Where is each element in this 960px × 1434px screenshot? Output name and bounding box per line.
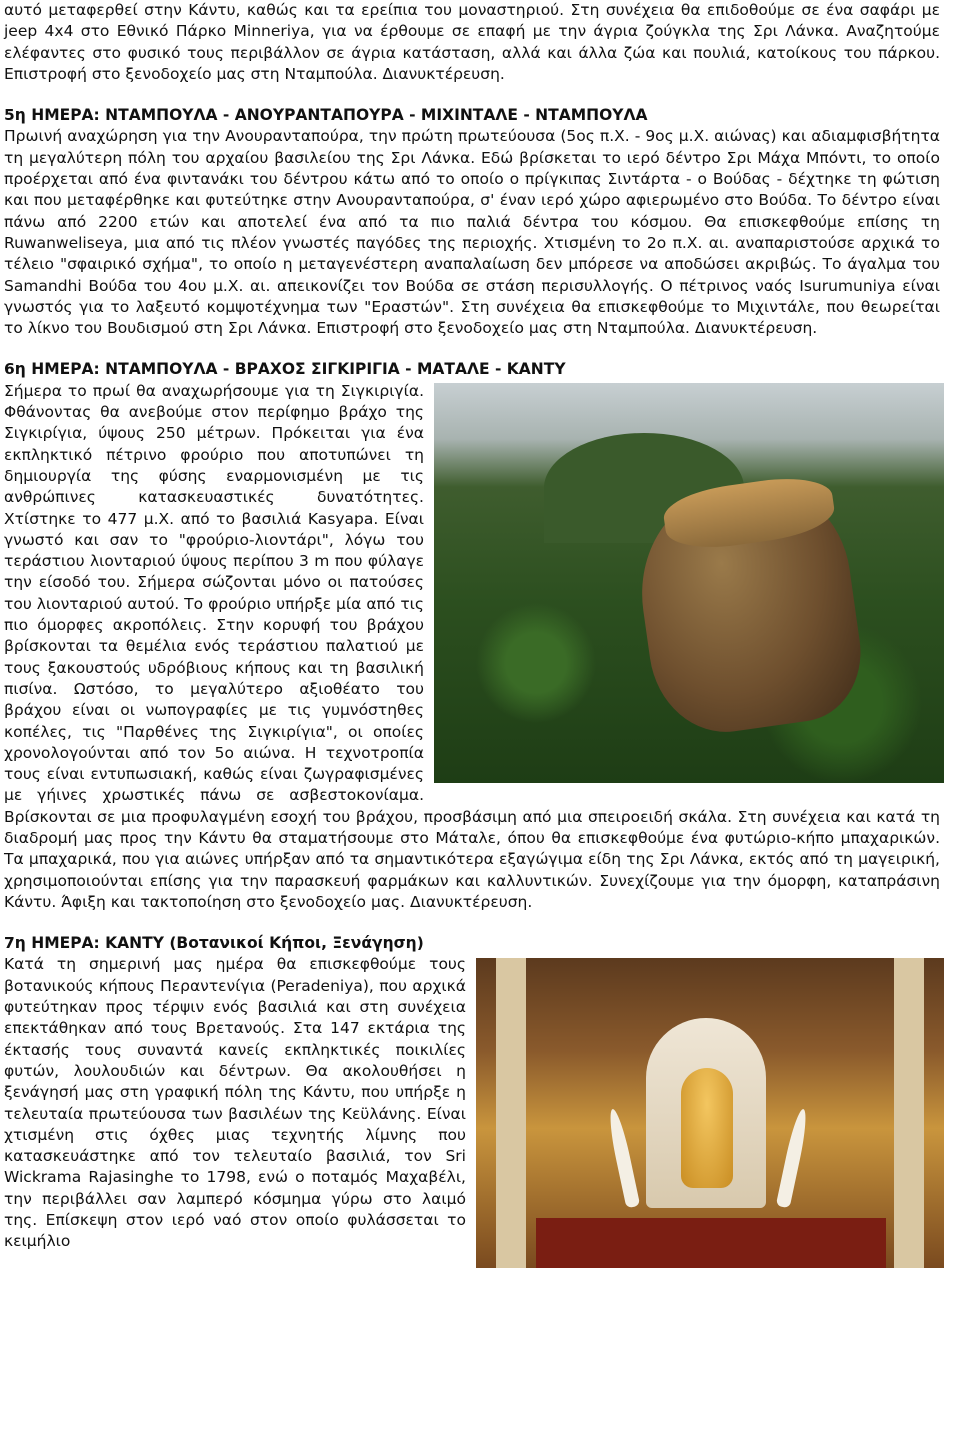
- day7-section: [4, 933, 940, 1252]
- itinerary-page: [4, 0, 940, 1273]
- intro-paragraph: αυτό μεταφερθεί στην Κάντυ, καθώς και τα ερείπια του μοναστηριού. Στη συνέχεια θα επιδοθούμε σε ένα σαφάρι με jeep 4x4 στο Εθνικό Πάρκο Minneriya, για να έρθουμε σε επαφή με την άγρια ζούγκλα της Σρι Λάνκα. Αναζητούμε ελέφαντες στο φυσικό τους περιβάλλον σε άγρια κατάσταση, αλλά και άλλα ζώα και πουλιά, κατοίκους του πάρκου. Επιστροφή στο ξενοδοχείο μας στη Νταμπούλα. Διανυκτέρευση.: [4, 1, 940, 83]
- day6-text: Σήμερα το πρωί θα αναχωρήσουμε για τη Σιγκιριγία. Φθάνοντας θα ανεβούμε στον περίφημο βράχο της Σιγκιρίγια, ύψους 250 μέτρων. Πρόκειται για ένα εκπληκτικό πέτρινο φρούριο που αποτυπώνει τη δημιουργία της φύσης εναρμονισμένη με τις ανθρώπινες κατασκευαστικές δυνατότητες. Χτίστηκε το 477 μ.Χ. από το βασιλιά Kasyapa. Είναι γνωστό και σαν το "φρούριο-λιοντάρι", λόγω του τεράστιου λιονταριού ύψους περίπου 3 m που φύλαγε την είσοδό του. Σήμερα σώζονται μόνο οι πατούσες του λιονταριού αυτού. Το φρούριο υπήρξε μία από τις πιο όμορφες ακροπόλεις. Στην κορυφή του βράχου βρίσκονται τα θεμέλια ενός τεράστιου παλατιού με τους ξακουστούς υδρόβιους κήπους και τη βασιλική πισίνα. Ωστόσο, το μεγαλύτερο αξιοθέατο του βράχου είναι οι νωπογραφίες με τις γυμνόστηθες κοπέλες, τις "Παρθένες της Σιγκιρίγια", οι οποίες χρονολογούνται από τον 5ο αιώνα. Η τεχνοτροπία τους είναι εντυπωσιακή, καθώς είναι ζωγραφισμένες με γήινες χρωστικές πάνω σε ασβεστοκονίαμα. Βρίσκονται σε μια προφυλαγμένη εσοχή του βράχου, προσβάσιμη από μια σπειροειδή σκάλα. Στη συνέχεια και κατά τη διαδρομή μας προς την Κάντυ θα σταματήσουμε στο Μάταλε, όπου θα επισκεφθούμε ένα φυτώριο-κήπο μπαχαρικών. Τα μπαχαρικά, που για αιώνες υπήρξαν από τα σημαντικότερα εξαγώγιμα είδη της Σρι Λάνκα, εκτός από τη μαγειρική, χρησιμοποιούνται επίσης για την παρασκευή φαρμάκων και καλλυντικών. Συνεχίζουμε για την όμορφη, καταπράσινη Κάντυ. Άφιξη και τακτοποίηση στο ξενοδοχείο μας. Διανυκτέρευση.: [4, 381, 940, 911]
- day7-paragraph: Κατά τη σημερινή μας ημέρα θα επισκεφθούμε τους βοτανικούς κήπους Περαντενίγια (Peradeniya), που αρχικά φυτεύτηκαν προς τέρψιν ενός βασιλιά και στη συνέχεια επεκτάθηκαν από τους Βρετανούς. Στα 147 εκτάρια της έκτασής τους συναντά κανείς εκπληκτικές ποικιλίες φυτών, λουλουδιών και δέντρων. Θα ακολουθήσει η ξενάγησή μας στη γραφική πόλη της Κάντυ, που υπήρξε η τελευταία πρωτεύουσα των βασιλέων της Κεϋλάνης. Είναι χτισμένη στις όχθες μιας τεχνητής λίμνης που κατασκευάστηκε από τον τελευταίο βασιλιά, τον Sri Wickrama Rajasinghe το 1798, ενώ ο ποταμός Μαχαβέλι, την περιβάλλει σαν λαμπερό κόσμημα γύρω στο λαιμό της. Επίσκεψη στον ιερό ναό στον οποίο φυλάσσεται το κειμήλιο: [4, 955, 466, 1251]
- intro-section: [4, 0, 940, 85]
- day5-heading: 5η ΗΜΕΡΑ: ΝΤΑΜΠΟΥΛΑ - ΑΝΟΥΡΑΝΤΑΠΟΥΡΑ - ΜΙΧΙΝΤΑΛΕ - ΝΤΑΜΠΟΥΛΑ: [4, 106, 648, 125]
- day5-section: [4, 105, 940, 339]
- day7-heading: 7η ΗΜΕΡΑ: ΚΑΝΤΥ (Βοτανικοί Κήποι, Ξενάγηση): [4, 934, 424, 953]
- temple-interior-photo: [476, 958, 944, 1268]
- day5-paragraph: Πρωινή αναχώρηση για την Ανουρανταπούρα, την πρώτη πρωτεύουσα (5ος π.Χ. - 9ος μ.Χ. αιώνας) και αδιαμφισβήτητα τη μεγαλύτερη πόλη του αρχαίου βασιλείου της Σρι Λάνκα. Εδώ βρίσκεται το ιερό δέντρο Σρι Μάχα Μπόντι, το οποίο προέρχεται από ένα φιντανάκι του δέντρου κάτω από το οποίο ο πρίγκιπας Σιντάρτα - ο Βούδας - δέχτηκε τη φώτιση και που μεταφέρθηκε και φυτεύτηκε στην Ανουρανταπούρα, σ' έναν ιερό χώρο αφιερωμένο στο Βούδα. Το δέντρο είναι πάνω από 2200 ετών και αποτελεί ένα από τα πιο παλιά δέντρα του κόσμου. Θα επισκεφθούμε επίσης τη Ruwanweliseya, μια από τις πλέον γνωστές παγόδες της περιοχής. Χτισμένη το 2ο π.Χ. αι. αναπαριστούσε αρχικά το τέλειο "σφαιρικό σχήμα", το οποίο η μεταγενέστερη αναπαλαίωση δεν μπόρεσε να αποδώσει ακριβώς. Το άγαλμα του Samandhi Βούδα του 4ου μ.Χ. αι. απεικονίζει τον Βούδα σε στάση περισυλλογής. Ο πέτρινος ναός Isurumuniya είναι γνωστός για το λαξευτό κομψοτέχνημα των "Εραστών". Στη συνέχεια θα επισκεφθούμε το Μιχιντάλε, που θεωρείται το λίκνο του Βουδισμού στη Σρι Λάνκα. Επιστροφή στο ξενοδοχείο μας στη Νταμπούλα. Διανυκτέρευση.: [4, 127, 940, 338]
- sigiriya-rock-photo: [434, 383, 944, 783]
- day6-section: [4, 359, 940, 913]
- day6-heading: 6η ΗΜΕΡΑ: ΝΤΑΜΠΟΥΛΑ - ΒΡΑΧΟΣ ΣΙΓΚΙΡΙΓΙΑ - ΜΑΤΑΛΕ - ΚΑΝΤΥ: [4, 360, 566, 379]
